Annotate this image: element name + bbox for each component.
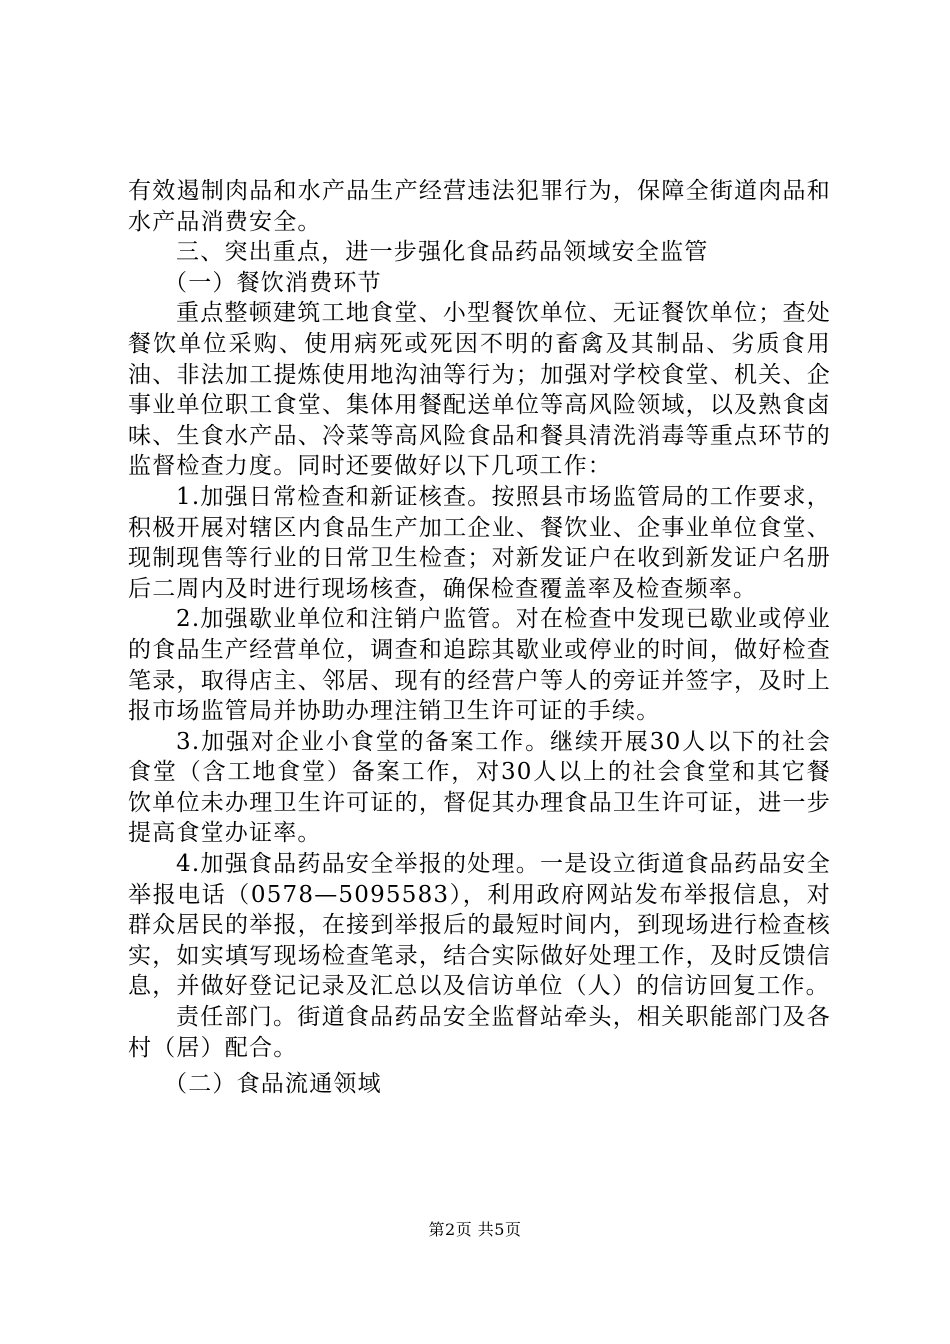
paragraph-continuation: 有效遏制肉品和水产品生产经营违法犯罪行为，保障全街道肉品和水产品消费安全。 (128, 178, 831, 235)
subsection-heading-catering: （一）餐饮消费环节 (164, 269, 382, 296)
page-number-footer: 第2页 共5页 (428, 1220, 522, 1239)
paragraph-item-4: 4.加强食品药品安全举报的处理。一是设立街道食品药品安全举报电话（0578—5095583），利用政府网站发布举报信息，对群众居民的举报，在接到举报后的最短时间内，到现场进行检查核实，如实填写现场检查笔录，结合实际做好处理工作，及时反馈信息，并做好登记记录及汇总以及信访单位（人）的信访回复工作。 (128, 851, 831, 1000)
document-body (128, 176, 831, 1100)
section-heading-three: 三、突出重点，进一步强化食品药品领域安全监管 (176, 239, 709, 266)
paragraph-item-3: 3.加强对企业小食堂的备案工作。继续开展30人以下的社会食堂（含工地食堂）备案工作，对30人以上的社会食堂和其它餐饮单位未办理卫生许可证的，督促其办理食品卫生许可证，进一步提高食堂办证率。 (128, 728, 831, 847)
paragraph-responsible-dept: 责任部门。街道食品药品安全监督站牵头，相关职能部门及各村（居）配合。 (128, 1004, 831, 1061)
paragraph-item-2: 2.加强歇业单位和注销户监管。对在检查中发现已歇业或停业的食品生产经营单位，调查和追踪其歇业或停业的时间，做好检查笔录，取得店主、邻居、现有的经营户等人的旁证并签字，及时上报市场监管局并协助办理注销卫生许可证的手续。 (128, 606, 831, 725)
paragraph-catering-focus: 重点整顿建筑工地食堂、小型餐饮单位、无证餐饮单位；查处餐饮单位采购、使用病死或死因不明的畜禽及其制品、劣质食用油、非法加工提炼使用地沟油等行为；加强对学校食堂、机关、企事业单位职工食堂、集体用餐配送单位等高风险领域，以及熟食卤味、生食水产品、冷菜等高风险食品和餐具清洗消毒等重点环节的监督检查力度。同时还要做好以下几项工作： (128, 300, 831, 480)
subsection-heading-circulation: （二）食品流通领域 (164, 1071, 382, 1098)
paragraph-item-1: 1.加强日常检查和新证核查。按照县市场监管局的工作要求，积极开展对辖区内食品生产加工企业、餐饮业、企事业单位食堂、现制现售等行业的日常卫生检查；对新发证户在收到新发证户名册后二周内及时进行现场核查，确保检查覆盖率及检查频率。 (128, 483, 831, 602)
